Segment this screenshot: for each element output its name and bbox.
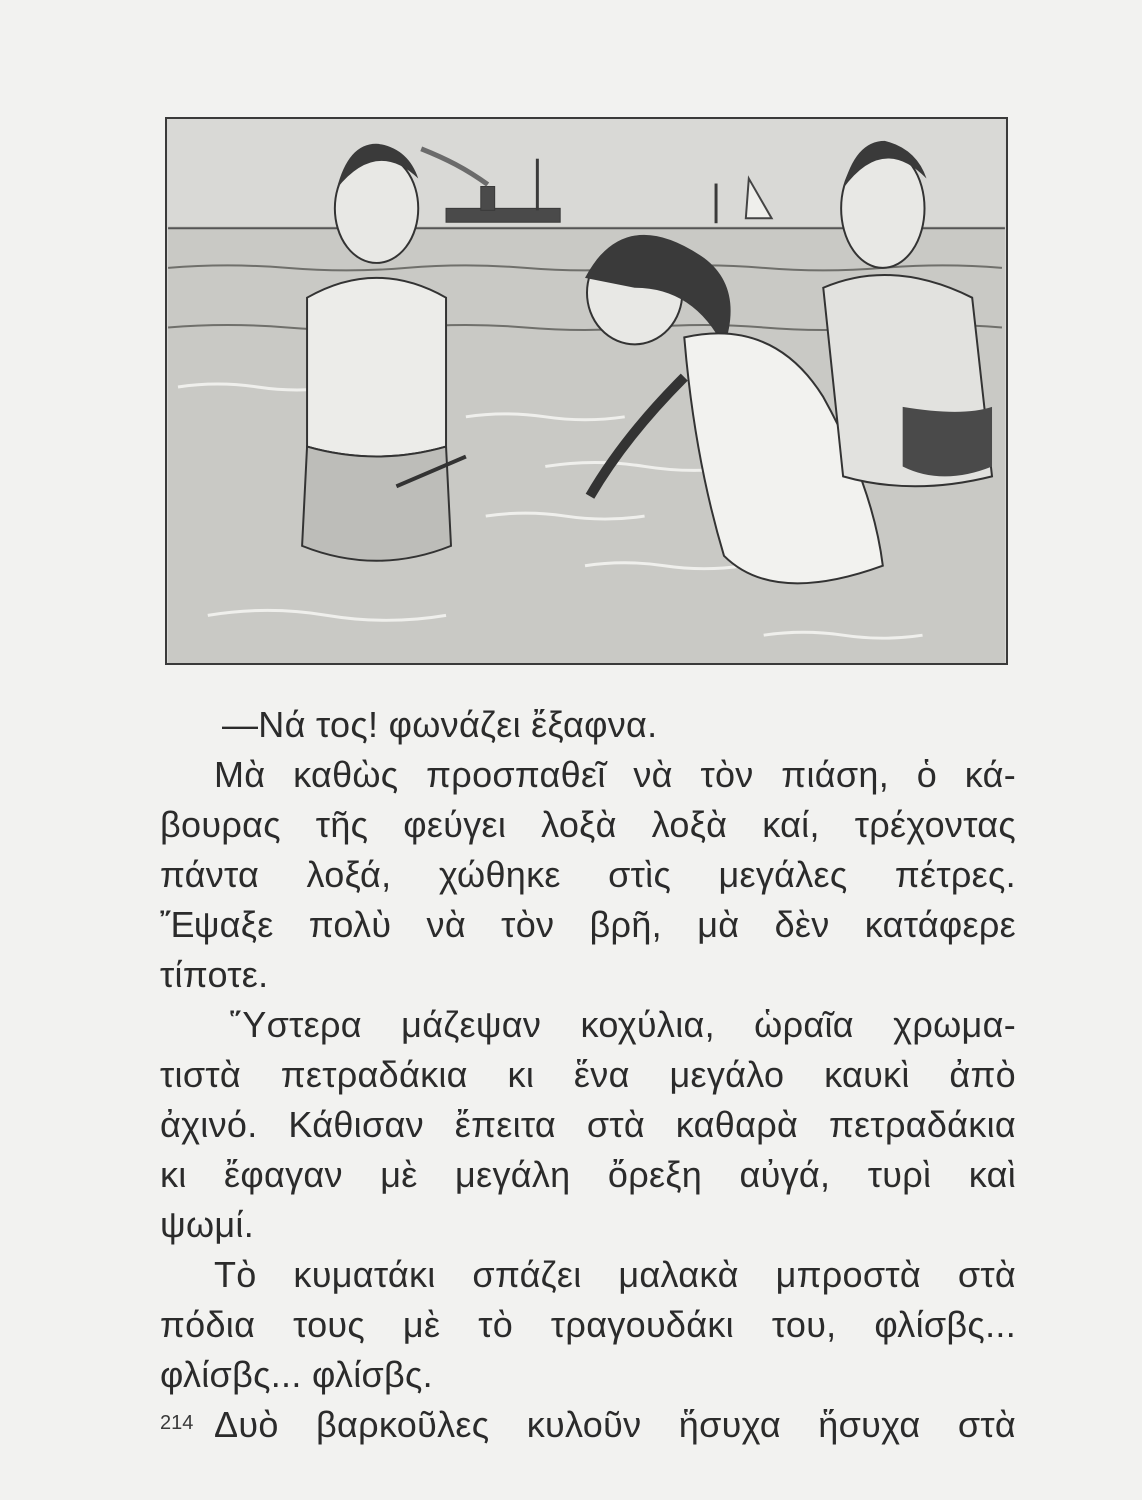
- text-line: Μὰ καθὼς προσπαθεῖ νὰ τὸν πιάση, ὁ κά-: [214, 754, 1016, 795]
- illustration: [165, 117, 1008, 665]
- text-line: κι ἔφαγαν μὲ μεγάλη ὄρεξη αὐγά, τυρὶ καὶ: [160, 1154, 1016, 1195]
- text-line: ἀχινό. Κάθισαν ἔπειτα στὰ καθαρὰ πετραδάκια: [160, 1104, 1016, 1145]
- paragraph: [160, 1400, 1016, 1450]
- text-line: Δυὸ βαρκοῦλες κυλοῦν ἥσυχα ἥσυχα στὰ: [214, 1404, 1016, 1445]
- text-line: Ἔψαξε πολὺ νὰ τὸν βρῆ, μὰ δὲν κατάφερε: [160, 904, 1016, 945]
- text-line: πάντα λοξά, χώθηκε στὶς μεγάλες πέτρες.: [160, 854, 1016, 895]
- paragraph: [160, 1250, 1016, 1400]
- text-line: Τὸ κυματάκι σπάζει μαλακὰ μπροστὰ στὰ: [214, 1254, 1016, 1295]
- page-number: 214: [160, 1412, 194, 1434]
- body-text: [160, 700, 1016, 1450]
- seaside-illustration: [167, 119, 1006, 663]
- text-line: βουρας τῆς φεύγει λοξὰ λοξὰ καί, τρέχοντας: [160, 804, 1016, 845]
- paragraph: [160, 750, 1016, 1000]
- text-line: φλίσβς... φλίσβς.: [160, 1354, 433, 1395]
- text-line: ψωμί.: [160, 1204, 255, 1245]
- text-line: πόδια τους μὲ τὸ τραγουδάκι του, φλίσβς...: [160, 1304, 1016, 1345]
- text-line: τίποτε.: [160, 954, 269, 995]
- text-line: Ὕστερα μάζεψαν κοχύλια, ὡραῖα χρωμα-: [230, 1004, 1016, 1045]
- text-line: τιστὰ πετραδάκια κι ἕνα μεγάλο καυκὶ ἀπὸ: [160, 1054, 1016, 1095]
- paragraph: [160, 700, 1016, 750]
- text-line: —Νά τος! φωνάζει ἔξαφνα.: [222, 704, 658, 745]
- paragraph: [160, 1000, 1016, 1250]
